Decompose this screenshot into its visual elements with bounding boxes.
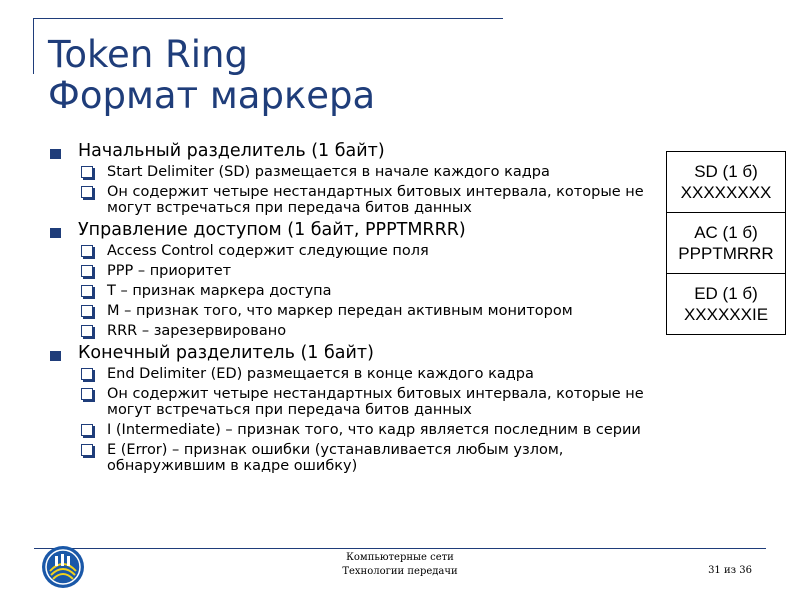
- list-item-text: T – признак маркера доступа: [107, 283, 332, 299]
- slide-title: [48, 34, 375, 116]
- list-item: [48, 366, 660, 382]
- section-heading-text: Начальный разделитель (1 байт): [78, 141, 385, 161]
- token-format-diagram: [666, 151, 786, 335]
- token-field-bits: PPPTMRRR: [678, 244, 774, 263]
- checkbox-bullet-icon: [81, 285, 93, 297]
- slide-content: [48, 141, 660, 478]
- footer-course-info: [0, 551, 800, 579]
- list-item: [48, 422, 660, 438]
- square-bullet-icon: [50, 149, 61, 159]
- list-item: [48, 303, 660, 319]
- section-heading: [48, 343, 660, 364]
- checkbox-bullet-icon: [81, 444, 93, 456]
- corner-line-horizontal: [33, 18, 503, 19]
- token-field-name: ED (1 б): [694, 284, 758, 303]
- list-item-text: Start Delimiter (SD) размещается в начале каждого кадра: [107, 164, 550, 180]
- list-item: [48, 243, 660, 259]
- token-field-bits: XXXXXXXX: [680, 183, 772, 202]
- token-field-sd: [667, 152, 785, 213]
- token-field-bits: XXXXXXIE: [683, 305, 769, 324]
- checkbox-bullet-icon: [81, 305, 93, 317]
- token-field-name: AC (1 б): [694, 223, 758, 242]
- token-field-name: SD (1 б): [694, 162, 758, 181]
- list-item-text: I (Intermediate) – признак того, что кадр является последним в серии: [107, 422, 641, 438]
- section-heading-text: Конечный разделитель (1 байт): [78, 343, 374, 363]
- list-item-text: RRR – зарезервировано: [107, 323, 287, 339]
- footer-topic: Технологии передачи: [342, 566, 458, 577]
- checkbox-bullet-icon: [81, 265, 93, 277]
- list-item-text: Он содержит четыре нестандартных битовых интервала, которые не могут встречаться при передача битов данных: [107, 184, 644, 216]
- square-bullet-icon: [50, 228, 61, 238]
- title-line-2: Формат маркера: [48, 74, 376, 117]
- list-item: [48, 442, 660, 474]
- list-item-text: E (Error) – признак ошибки (устанавливается любым узлом, обнаружившим в кадре ошибку): [107, 442, 564, 474]
- list-item-text: M – признак того, что маркер передан активным монитором: [107, 303, 573, 319]
- list-item: [48, 283, 660, 299]
- section-heading-text: Управление доступом (1 байт, PPPTMRRR): [78, 220, 466, 240]
- corner-line-vertical: [33, 18, 34, 74]
- checkbox-bullet-icon: [81, 388, 93, 400]
- section-heading: [48, 141, 660, 162]
- list-item: [48, 164, 660, 180]
- page-number: 31 из 36: [708, 565, 752, 576]
- list-item: [48, 263, 660, 279]
- list-item: [48, 386, 660, 418]
- checkbox-bullet-icon: [81, 424, 93, 436]
- list-item-text: End Delimiter (ED) размещается в конце каждого кадра: [107, 366, 534, 382]
- list-item: [48, 323, 660, 339]
- list-item-text: Он содержит четыре нестандартных битовых интервала, которые не могут встречаться при передача битов данных: [107, 386, 644, 418]
- checkbox-bullet-icon: [81, 245, 93, 257]
- section-heading: [48, 220, 660, 241]
- checkbox-bullet-icon: [81, 368, 93, 380]
- list-item-text: Access Control содержит следующие поля: [107, 243, 429, 259]
- title-line-1: Token Ring: [48, 33, 248, 76]
- footer-divider: [34, 548, 766, 549]
- footer-course-name: Компьютерные сети: [346, 552, 454, 563]
- token-field-ac: [667, 213, 785, 274]
- checkbox-bullet-icon: [81, 166, 93, 178]
- token-field-ed: [667, 274, 785, 334]
- list-item: [48, 184, 660, 216]
- checkbox-bullet-icon: [81, 325, 93, 337]
- square-bullet-icon: [50, 351, 61, 361]
- list-item-text: PPP – приоритет: [107, 263, 232, 279]
- checkbox-bullet-icon: [81, 186, 93, 198]
